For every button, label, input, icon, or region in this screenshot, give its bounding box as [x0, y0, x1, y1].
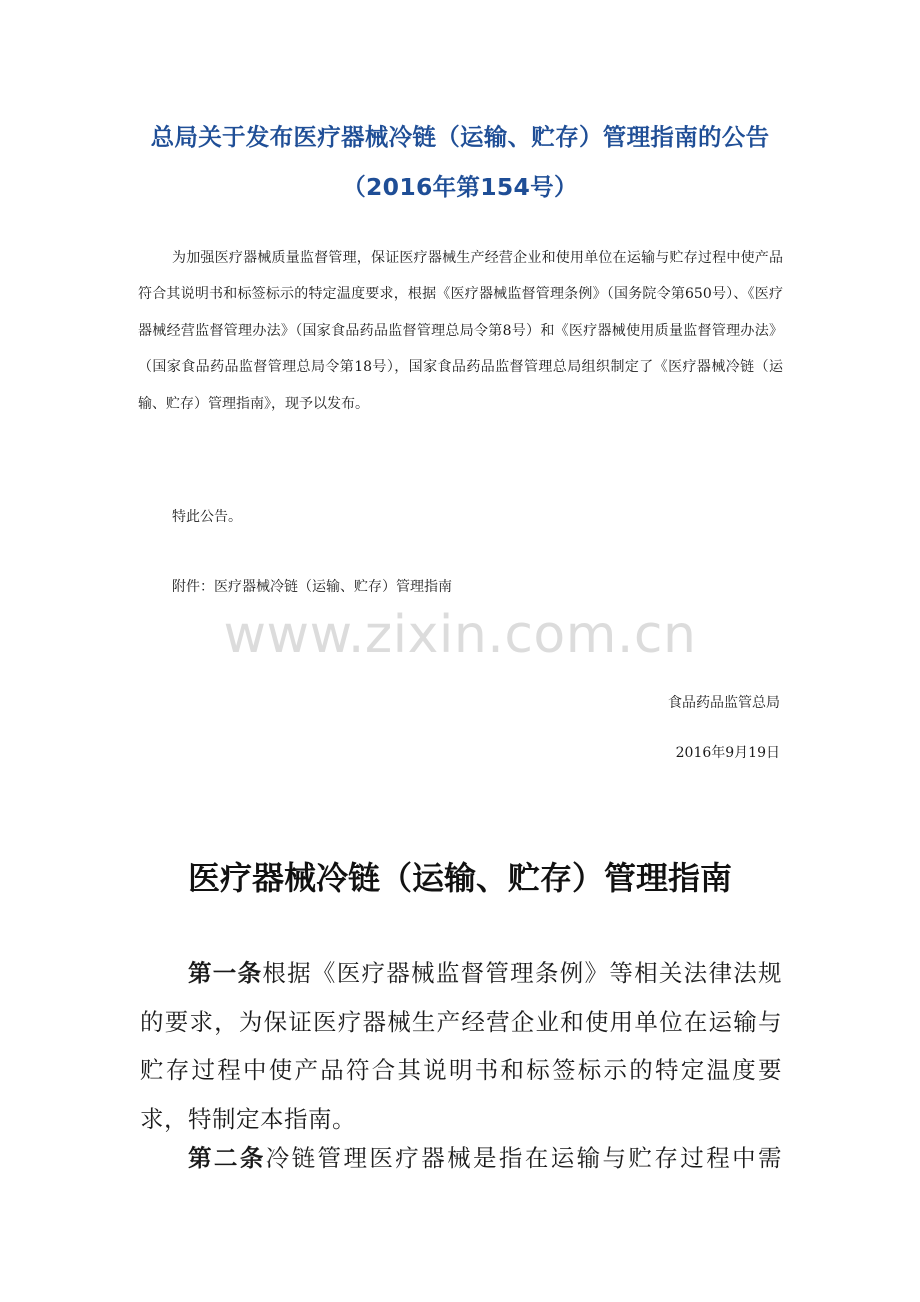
- watermark: www.zixin.com.cn: [223, 605, 697, 665]
- article-text: 冷链管理医疗器械是指在运输与贮存过程中需: [265, 1144, 782, 1172]
- notice-body-paragraph: 为加强医疗器械质量监督管理，保证医疗器械生产经营企业和使用单位在运输与贮存过程中使产品符合其说明书和标签标示的特定温度要求，根据《医疗器械监督管理条例》（国务院令第650号）、《医疗器械经营监督管理办法》（国家食品药品监督管理总局令第8号）和《医疗器械使用质量监督管理办法》（国家食品药品监督管理总局令第18号），国家食品药品监督管理总局组织制定了《医疗器械冷链（运输、贮存）管理指南》，现予以发布。: [138, 250, 783, 412]
- issuer-signature: 食品药品监管总局: [668, 695, 780, 711]
- article-text: 根据《医疗器械监督管理条例》等相关法律法规的要求，为保证医疗器械生产经营企业和使用单位在运输与贮存过程中使产品符合其说明书和标签标示的特定温度要求，特制定本指南。: [140, 959, 783, 1133]
- guide-title: 医疗器械冷链（运输、贮存）管理指南: [187, 859, 732, 897]
- notice-title: 总局关于发布医疗器械冷链（运输、贮存）管理指南的公告（2016年第154号）: [150, 123, 770, 201]
- article-paragraph: [140, 949, 782, 1143]
- issue-date: 2016年9月19日: [675, 745, 780, 761]
- article-paragraph: [140, 1134, 782, 1186]
- notice-attachment: 附件：医疗器械冷链（运输、贮存）管理指南: [172, 579, 452, 595]
- article-heading: 第一条: [188, 959, 263, 987]
- notice-closing: 特此公告。: [172, 509, 242, 525]
- article-heading: 第二条: [188, 1144, 266, 1172]
